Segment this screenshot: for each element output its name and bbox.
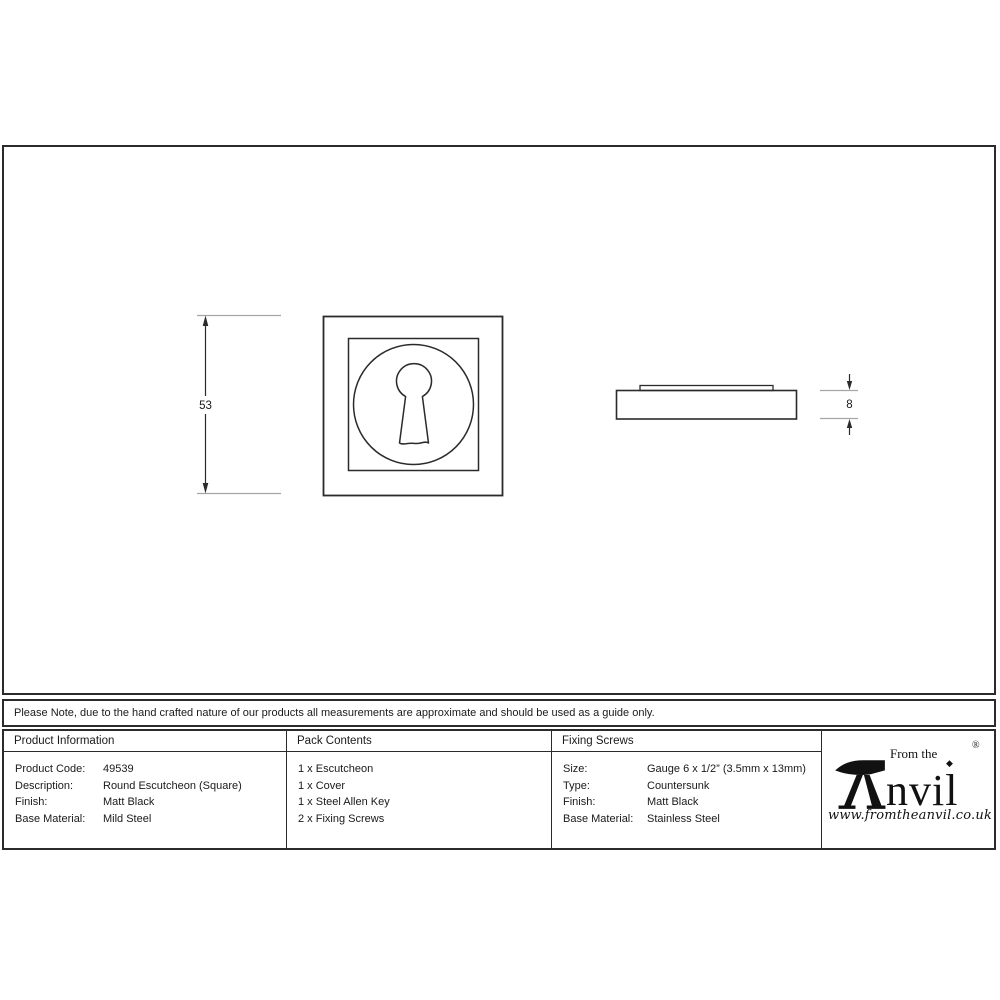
logo-website-url: www.fromtheanvil.co.uk xyxy=(828,807,993,823)
product-information-column xyxy=(4,731,287,848)
pack-contents-body xyxy=(287,752,551,848)
product-information-header: Product Information xyxy=(4,731,286,752)
table-row xyxy=(15,778,286,795)
dimension-8-label: 8 xyxy=(846,399,853,411)
fixing-screws-header: Fixing Screws xyxy=(552,731,821,752)
dimension-53-label: 53 xyxy=(199,400,212,412)
row-value: Mild Steel xyxy=(103,812,152,825)
fixing-screws-column xyxy=(552,731,822,848)
row-value: Matt Black xyxy=(103,796,155,808)
anvil-logo xyxy=(828,739,993,836)
logo-wordmark xyxy=(834,758,959,815)
table-row xyxy=(563,811,821,828)
anvil-letter-a-icon xyxy=(834,758,886,810)
spec-table xyxy=(2,729,996,850)
registered-trademark-icon: ® xyxy=(972,739,980,751)
list-item: 1 x Steel Allen Key xyxy=(298,796,390,808)
row-label: Base Material: xyxy=(563,812,634,825)
row-label: Base Material: xyxy=(15,812,86,825)
dimension-8 xyxy=(820,374,858,435)
escutcheon-inner-square xyxy=(349,339,479,471)
list-item: 1 x Cover xyxy=(298,779,346,792)
pack-contents-header: Pack Contents xyxy=(287,731,551,752)
table-row xyxy=(15,794,286,811)
row-value: Stainless Steel xyxy=(647,812,720,825)
fixing-screws-body xyxy=(552,752,821,848)
escutcheon-round-cover xyxy=(354,345,474,465)
brand-logo-cell xyxy=(822,731,994,848)
table-row xyxy=(563,778,821,795)
row-value: Countersunk xyxy=(647,779,710,792)
logo-nvil-text: nvil xyxy=(886,765,959,815)
row-label: Description: xyxy=(15,779,74,792)
row-label: Type: xyxy=(563,779,590,792)
arrowhead-down xyxy=(203,483,209,494)
arrowhead-down-to-top xyxy=(847,381,852,390)
list-item: 1 x Escutcheon xyxy=(298,763,374,775)
keyhole-outline xyxy=(396,364,431,444)
escutcheon-outer-square xyxy=(324,317,503,496)
arrowhead-up-to-bottom xyxy=(847,419,852,428)
measurement-note-text: Please Note, due to the hand crafted nature of our products all measurements are approximate and should be used as a guide only. xyxy=(14,707,655,719)
dimension-53 xyxy=(197,316,281,494)
row-label: Size: xyxy=(563,763,588,775)
table-row xyxy=(563,794,821,811)
arrowhead-up xyxy=(203,316,209,327)
row-value: Matt Black xyxy=(647,796,699,808)
logo-from-the-text: From the xyxy=(890,745,938,761)
row-value: 49539 xyxy=(103,763,134,775)
side-view-base xyxy=(617,391,797,420)
table-row xyxy=(15,811,286,828)
measurement-note-bar xyxy=(2,699,996,727)
row-value: Round Escutcheon (Square) xyxy=(103,779,242,792)
row-label: Finish: xyxy=(563,796,596,808)
product-information-body xyxy=(4,752,286,848)
list-item: 2 x Fixing Screws xyxy=(298,812,385,825)
row-value: Gauge 6 x 1/2” (3.5mm x 13mm) xyxy=(647,763,806,775)
pack-contents-column xyxy=(287,731,552,848)
row-label: Finish: xyxy=(15,796,48,808)
row-label: Product Code: xyxy=(15,763,86,775)
table-row xyxy=(563,761,821,778)
side-view xyxy=(617,386,797,420)
front-view xyxy=(324,317,503,496)
diamond-icon: ◆ xyxy=(946,757,953,768)
table-row xyxy=(15,761,286,778)
